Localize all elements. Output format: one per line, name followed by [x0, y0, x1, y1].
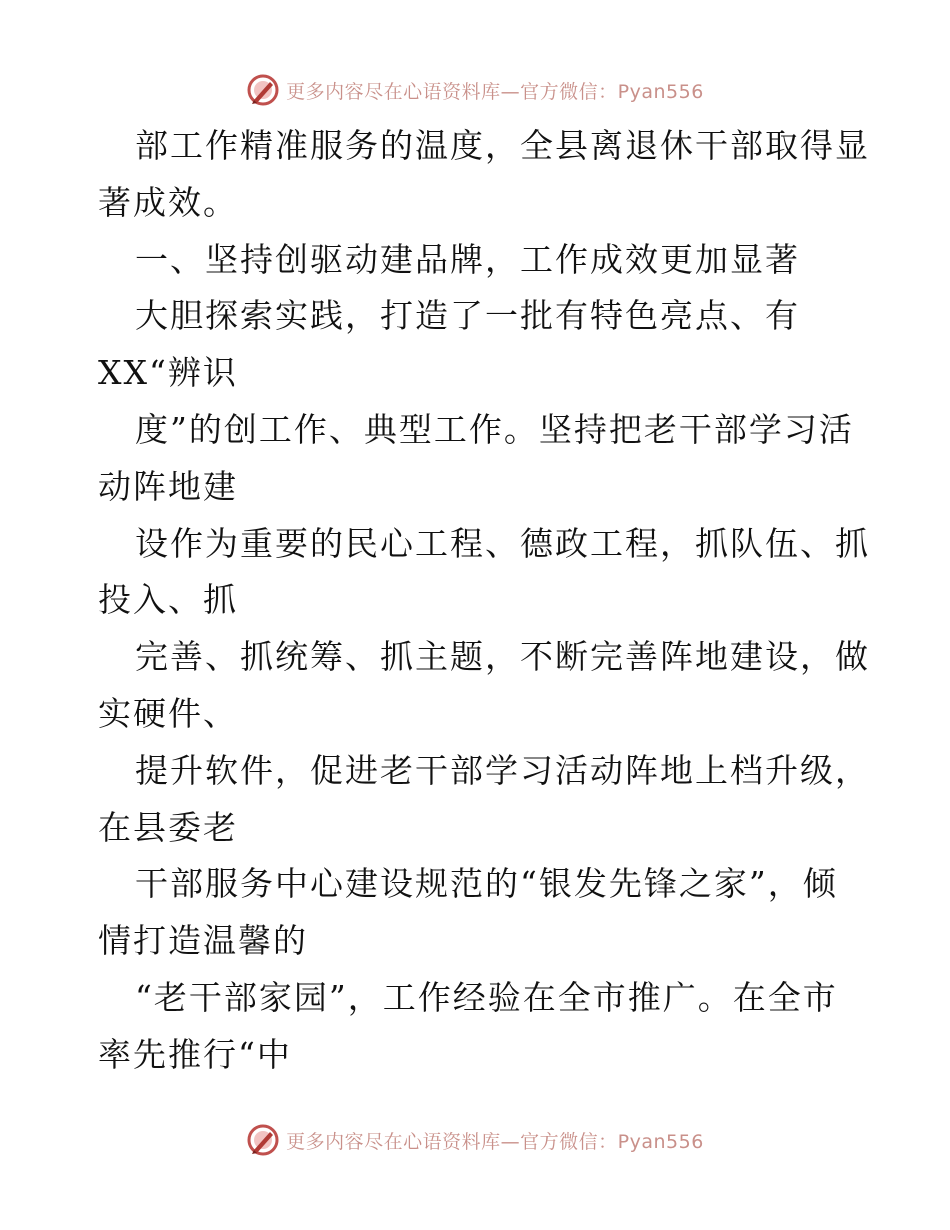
text-line: 部工作精准服务的温度，全县离退休干部取得显 [135, 126, 870, 165]
text-line: 情打造温馨的 [98, 921, 308, 961]
watermark-text: 更多内容尽在心语资料库—官方微信：Pyan556 [286, 80, 704, 103]
text-line: 度”的创工作、典型工作。坚持把老干部学习活 [135, 409, 854, 449]
text-line: 提升软件，促进老干部学习活动阵地上档升级， [135, 750, 870, 790]
text-line: 设作为重要的民心工程、德政工程，抓队伍、抓 [135, 523, 870, 563]
watermark-text: 更多内容尽在心语资料库—官方微信：Pyan556 [286, 1130, 704, 1153]
pen-circle-logo-icon [246, 1123, 280, 1157]
text-line: 完善、抓统筹、抓主题，不断完善阵地建设，做 [135, 637, 870, 677]
text-line: 大胆探索实践，打造了一批有特色亮点、有 [135, 296, 800, 336]
text-line: 动阵地建 [98, 466, 238, 506]
section-heading: 一、坚持创驱动建品牌，工作成效更加显著 [135, 239, 800, 279]
text-line: 著成效。 [98, 182, 238, 222]
text-line: 在县委老 [98, 807, 238, 847]
footer-watermark [0, 1120, 950, 1160]
text-line: 投入、抓 [98, 580, 238, 620]
header-watermark [0, 70, 950, 110]
pen-circle-logo-icon [246, 73, 280, 107]
text-line: 干部服务中心建设规范的“银发先锋之家”，倾 [135, 864, 838, 904]
text-line: XX“辨识 [98, 353, 238, 393]
document-body [98, 118, 870, 1084]
text-line: 实硬件、 [98, 693, 238, 733]
text-line: 率先推行“中 [98, 1034, 292, 1074]
text-line: “老干部家园”，工作经验在全市推广。在全市 [135, 977, 838, 1017]
